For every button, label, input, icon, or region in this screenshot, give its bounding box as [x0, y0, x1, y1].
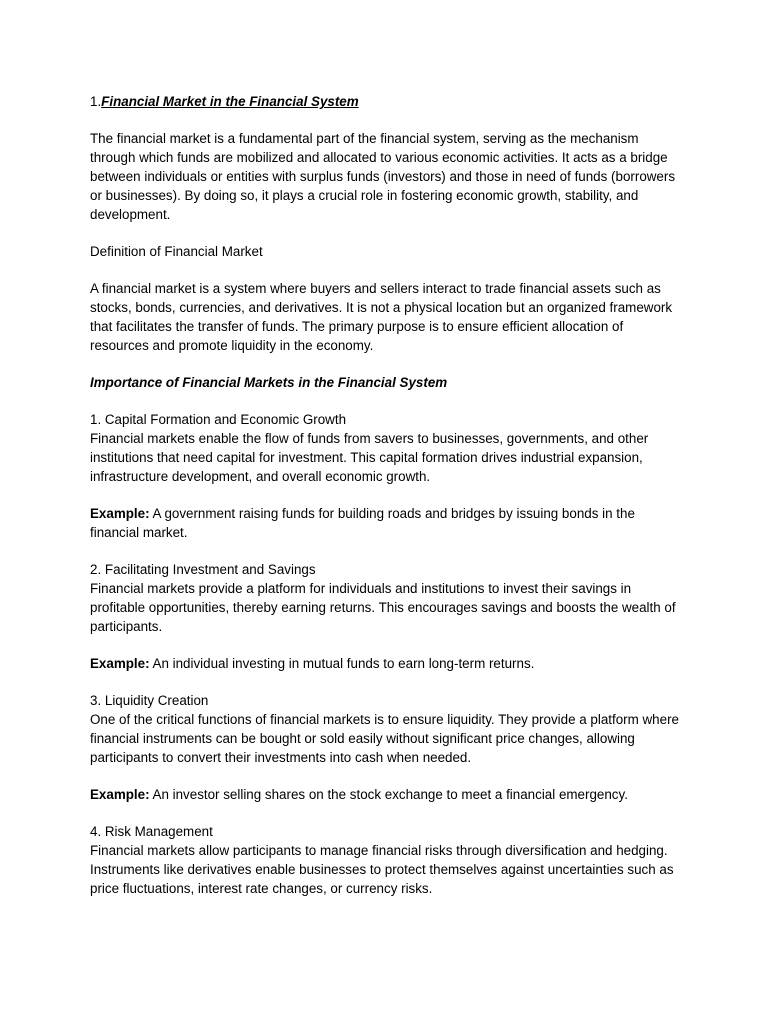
- document-page: [90, 92, 680, 916]
- definition-heading: Definition of Financial Market: [90, 244, 263, 259]
- list-item: [90, 560, 680, 636]
- section-number: 1.: [90, 94, 102, 109]
- item-title: 4. Risk Management: [90, 824, 213, 839]
- example-paragraph: [90, 785, 680, 804]
- example-paragraph: [90, 504, 680, 542]
- list-item: [90, 822, 680, 898]
- intro-paragraph: The financial market is a fundamental part of the financial system, serving as the mechanism through which funds are mobilized and allocated to various economic activities. It acts as a bridge between individuals or entities with surplus funds (investors) and those in need of funds (borrowers or businesses). By doing so, it plays a crucial role in fostering economic growth, stability, and development.: [90, 131, 676, 222]
- example-label: Example:: [90, 506, 150, 521]
- section-title: Financial Market in the Financial System: [101, 94, 359, 109]
- section-heading: [90, 92, 680, 111]
- item-body: Financial markets provide a platform for individuals and institutions to invest their savings in profitable opportunities, thereby earning returns. This encourages savings and boosts the wealth of participants.: [90, 581, 676, 634]
- item-title: 2. Facilitating Investment and Savings: [90, 562, 316, 577]
- example-label: Example:: [90, 656, 150, 671]
- item-body: One of the critical functions of financial markets is to ensure liquidity. They provide a platform where financial instruments can be bought or sold easily without significant price changes, allowing participants to convert their investments into cash when needed.: [90, 712, 679, 765]
- example-paragraph: [90, 654, 680, 673]
- item-title: 1. Capital Formation and Economic Growth: [90, 412, 347, 427]
- definition-paragraph: A financial market is a system where buyers and sellers interact to trade financial assets such as stocks, bonds, currencies, and derivatives. It is not a physical location but an organized framework that facilitates the transfer of funds. The primary purpose is to ensure efficient allocation of resources and promote liquidity in the economy.: [90, 281, 673, 353]
- example-text: An investor selling shares on the stock exchange to meet a financial emergency.: [149, 787, 628, 802]
- item-body: Financial markets allow participants to manage financial risks through diversification and hedging. Instruments like derivatives enable businesses to protect themselves against uncertainties such as price fluctuations, interest rate changes, or currency risks.: [90, 843, 674, 896]
- example-text: An individual investing in mutual funds to earn long-term returns.: [149, 656, 535, 671]
- example-label: Example:: [90, 787, 150, 802]
- item-title: 3. Liquidity Creation: [90, 693, 209, 708]
- list-item: [90, 410, 680, 486]
- item-body: Financial markets enable the flow of funds from savers to businesses, governments, and other institutions that need capital for investment. This capital formation drives industrial expansion, infrastructure development, and overall economic growth.: [90, 431, 649, 484]
- example-text: A government raising funds for building roads and bridges by issuing bonds in the financial market.: [90, 506, 635, 540]
- list-item: [90, 691, 680, 767]
- importance-heading: Importance of Financial Markets in the Financial System: [90, 375, 448, 390]
